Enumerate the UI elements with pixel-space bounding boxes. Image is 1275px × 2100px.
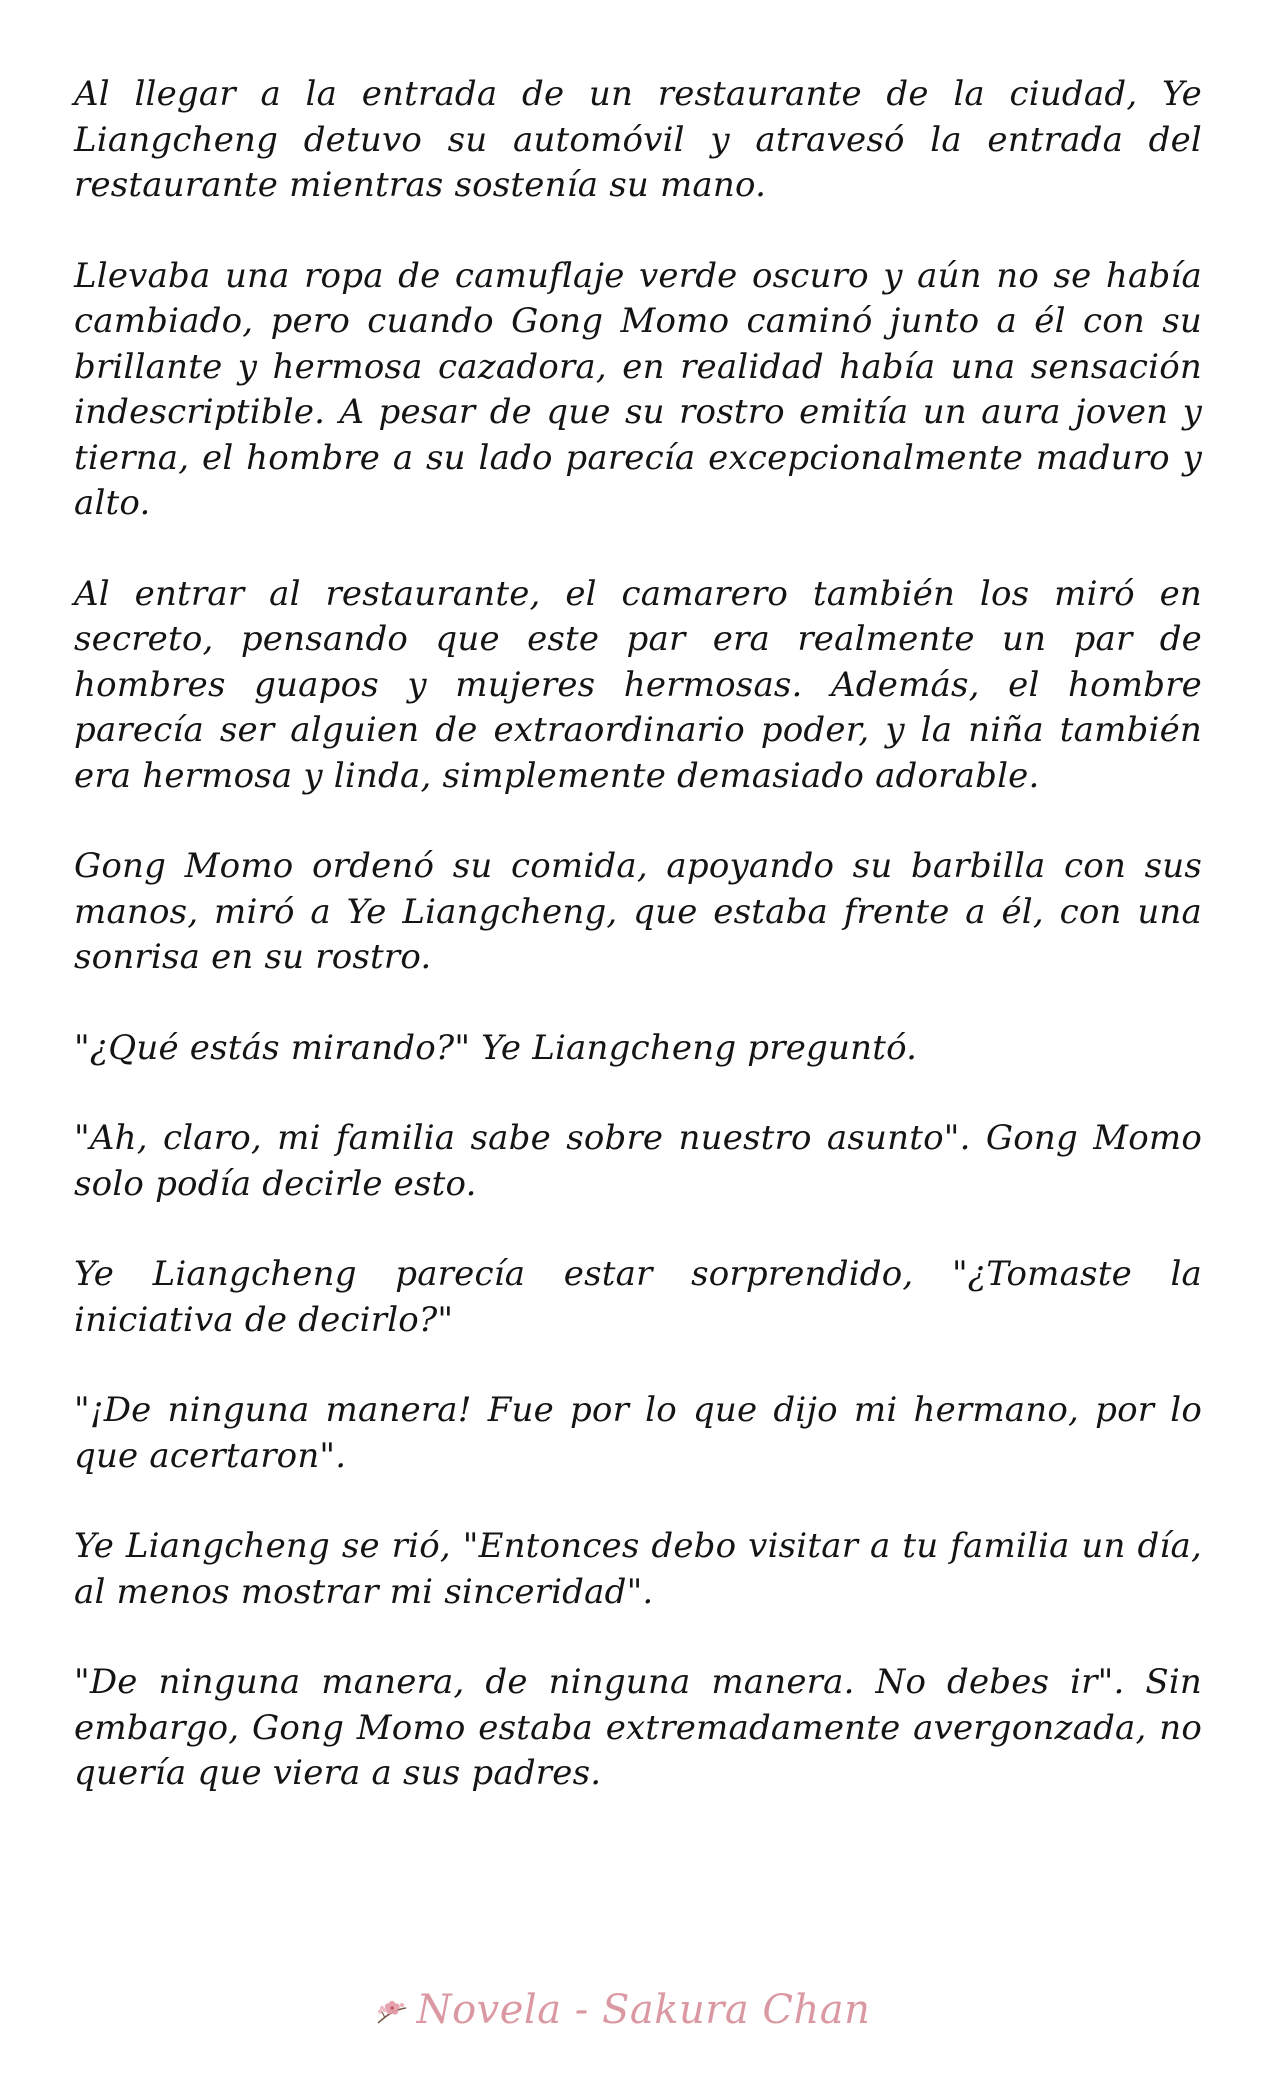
watermark-content — [375, 1987, 871, 2033]
watermark — [0, 1982, 1275, 2038]
story-text — [74, 72, 1202, 1842]
paragraph-1: Al llegar a la entrada de un restaurante de la ciudad, Ye Liangcheng detuvo su automóvil y atravesó la entrada del restaurante mientras sostenía su mano. — [74, 74, 1202, 205]
paragraph-2: Llevaba una ropa de camuflaje verde oscuro y aún no se había cambiado, pero cuando Gong Momo caminó junto a él con su brillante y hermosa cazadora, en realidad había una sensación indescriptible. A pesar de que su rostro emitía un aura joven y tierna, el hombre a su lado parecía excepcionalmente maduro y alto. — [74, 255, 1202, 523]
paragraph-5: "¿Qué estás mirando?" Ye Liangcheng preguntó. — [74, 1027, 918, 1068]
paragraph-9: Ye Liangcheng se rió, "Entonces debo visitar a tu familia un día, al menos mostrar mi sinceridad". — [74, 1526, 1202, 1612]
watermark-label: Novela - Sakura Chan — [416, 1987, 871, 2033]
sakura-flower-icon — [375, 1993, 409, 2027]
paragraph-3: Al entrar al restaurante, el camarero también los miró en secreto, pensando que este par era realmente un par de hombres guapos y mujeres hermosas. Además, el hombre parecía ser alguien de extraordinario poder, y la niña también era hermosa y linda, simplemente demasiado adorable. — [74, 573, 1202, 796]
paragraph-4: Gong Momo ordenó su comida, apoyando su barbilla con sus manos, miró a Ye Liangcheng, que estaba frente a él, con una sonrisa en su rostro. — [74, 846, 1202, 977]
paragraph-6: "Ah, claro, mi familia sabe sobre nuestro asunto". Gong Momo solo podía decirle esto. — [74, 1118, 1202, 1204]
paragraph-8: "¡De ninguna manera! Fue por lo que dijo mi hermano, por lo que acertaron". — [74, 1390, 1202, 1476]
paragraph-7: Ye Liangcheng parecía estar sorprendido, "¿Tomaste la iniciativa de decirlo?" — [74, 1254, 1202, 1340]
paragraph-10: "De ninguna manera, de ninguna manera. No debes ir". Sin embargo, Gong Momo estaba extremadamente avergonzada, no quería que viera a sus padres. — [74, 1662, 1202, 1793]
